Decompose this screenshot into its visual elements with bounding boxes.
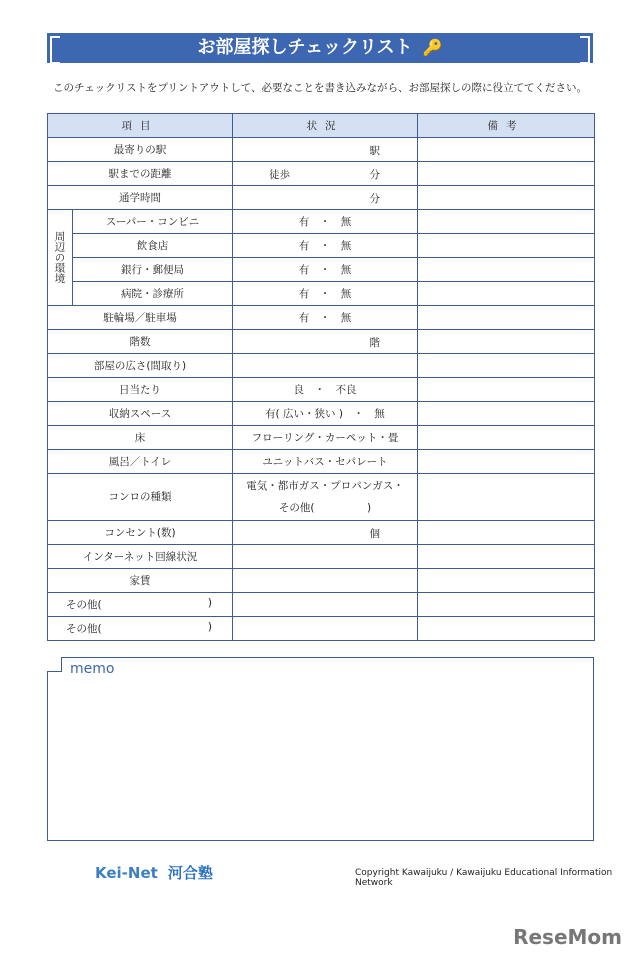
header-notes: 備考	[418, 114, 595, 138]
table-row	[48, 593, 595, 617]
unit: 個	[369, 528, 380, 540]
intro-text: このチェックリストをプリントアウトして、必要なことを書き込みながら、お部屋探しの際に役立ててください。	[52, 82, 588, 94]
walk-label: 徒歩	[269, 169, 290, 181]
notes-cell[interactable]	[418, 545, 595, 569]
table-row	[48, 545, 595, 569]
bracket-left	[50, 36, 60, 64]
row-label: 駅までの距離	[48, 162, 233, 186]
kawai-logo: 河合塾	[167, 864, 213, 882]
table-row	[48, 474, 595, 521]
row-label: 飲食店	[73, 234, 233, 258]
row-label: 部屋の広さ(間取り)	[48, 354, 233, 378]
notes-cell[interactable]	[418, 258, 595, 282]
unit: 階	[369, 337, 380, 349]
table-row	[48, 521, 595, 545]
status-cell[interactable]	[233, 354, 418, 378]
row-label: 床	[48, 426, 233, 450]
status-cell[interactable]: 有 ・ 無	[233, 210, 418, 234]
other-close: )	[207, 621, 212, 633]
row-label: 収納スペース	[48, 402, 233, 426]
status-cell[interactable]	[233, 545, 418, 569]
other-open: その他(	[66, 623, 102, 635]
table-row	[48, 617, 595, 641]
checklist-table	[47, 113, 595, 641]
table-row	[48, 569, 595, 593]
key-icon: 🔑	[422, 38, 443, 57]
notes-cell[interactable]	[418, 210, 595, 234]
notes-cell[interactable]	[418, 138, 595, 162]
row-label: 駐輪場／駐車場	[48, 306, 233, 330]
keinet-logo: Kei-Net	[95, 864, 158, 882]
row-label: 病院・診療所	[73, 282, 233, 306]
unit: 分	[369, 169, 380, 181]
other-label[interactable]	[48, 617, 233, 641]
table-row	[48, 234, 595, 258]
table-row	[48, 426, 595, 450]
row-label: コンロの種類	[48, 474, 233, 521]
row-label: 風呂／トイレ	[48, 450, 233, 474]
table-row	[48, 330, 595, 354]
table-row	[48, 186, 595, 210]
notes-cell[interactable]	[418, 402, 595, 426]
table-row	[48, 378, 595, 402]
status-cell[interactable]: ユニットバス・セパレート	[233, 450, 418, 474]
unit: 駅	[369, 145, 380, 157]
status-cell[interactable]: 有 ・ 無	[233, 306, 418, 330]
status-cell[interactable]: フローリング・カーペット・畳	[233, 426, 418, 450]
notes-cell[interactable]	[418, 354, 595, 378]
folded-corner	[47, 657, 62, 672]
header-status: 状況	[233, 114, 418, 138]
row-label: 日当たり	[48, 378, 233, 402]
memo-box[interactable]	[47, 657, 594, 841]
title-banner	[47, 33, 593, 63]
status-cell[interactable]	[233, 138, 418, 162]
table-row	[48, 450, 595, 474]
other-close: )	[207, 597, 212, 609]
kawaijuku-logo	[95, 862, 213, 883]
row-label: スーパー・コンビニ	[73, 210, 233, 234]
notes-cell[interactable]	[418, 450, 595, 474]
header-item: 項目	[48, 114, 233, 138]
memo-label: memo	[70, 661, 115, 677]
table-row	[48, 354, 595, 378]
copyright: Copyright Kawaijuku / Kawaijuku Educational Information Network	[355, 868, 613, 888]
notes-cell[interactable]	[418, 234, 595, 258]
row-label: 家賃	[48, 569, 233, 593]
unit: 分	[369, 193, 380, 205]
status-cell[interactable]: 有( 広い・狭い ) ・ 無	[233, 402, 418, 426]
notes-cell[interactable]	[418, 306, 595, 330]
table-row	[48, 138, 595, 162]
notes-cell[interactable]	[418, 474, 595, 521]
table-row	[48, 162, 595, 186]
row-label: 銀行・郵便局	[73, 258, 233, 282]
table-row	[48, 282, 595, 306]
page-title: お部屋探しチェックリスト	[197, 37, 413, 58]
row-label: 通学時間	[48, 186, 233, 210]
bracket-right	[580, 36, 590, 64]
other-label[interactable]	[48, 593, 233, 617]
notes-cell[interactable]	[418, 617, 595, 641]
row-label: コンセント(数)	[48, 521, 233, 545]
stove-options: 電気・都市ガス・プロパンガス・	[246, 480, 404, 492]
notes-cell[interactable]	[418, 186, 595, 210]
resemom-watermark: ReseMom	[513, 925, 622, 949]
table-row	[48, 210, 595, 234]
status-cell[interactable]: 良 ・ 不良	[233, 378, 418, 402]
notes-cell[interactable]	[418, 593, 595, 617]
status-cell[interactable]: 有 ・ 無	[233, 234, 418, 258]
table-row	[48, 306, 595, 330]
notes-cell[interactable]	[418, 426, 595, 450]
status-cell[interactable]	[233, 186, 418, 210]
notes-cell[interactable]	[418, 162, 595, 186]
stove-other: その他( )	[278, 502, 372, 514]
status-cell[interactable]: 有 ・ 無	[233, 258, 418, 282]
env-group-label: 周辺の環境	[48, 210, 73, 306]
table-row	[48, 402, 595, 426]
status-cell[interactable]	[233, 330, 418, 354]
notes-cell[interactable]	[418, 521, 595, 545]
notes-cell[interactable]	[418, 282, 595, 306]
status-cell[interactable]	[233, 569, 418, 593]
row-label: 階数	[48, 330, 233, 354]
table-header	[48, 114, 595, 138]
status-cell[interactable]	[233, 521, 418, 545]
table-row	[48, 258, 595, 282]
row-label: インターネット回線状況	[48, 545, 233, 569]
notes-cell[interactable]	[418, 569, 595, 593]
status-cell[interactable]	[233, 593, 418, 617]
notes-cell[interactable]	[418, 330, 595, 354]
status-cell[interactable]	[233, 617, 418, 641]
other-open: その他(	[66, 599, 102, 611]
status-cell[interactable]	[233, 474, 418, 521]
notes-cell[interactable]	[418, 378, 595, 402]
status-cell[interactable]	[233, 162, 418, 186]
row-label: 最寄りの駅	[48, 138, 233, 162]
status-cell[interactable]: 有 ・ 無	[233, 282, 418, 306]
